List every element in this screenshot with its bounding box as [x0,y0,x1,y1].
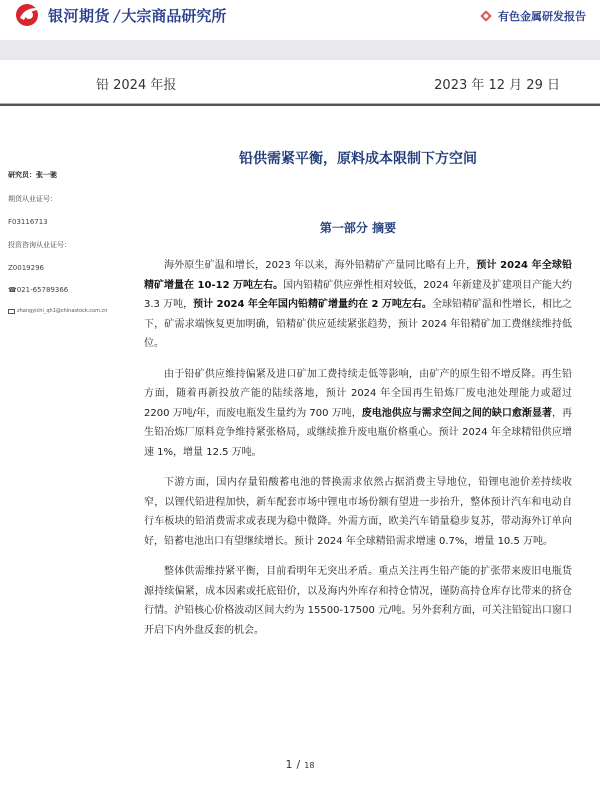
license-number: F03116713 [8,218,48,226]
body-text: 由于铅矿供应维持偏紧及进口矿加工费持续走低等影响，由矿产的原生铅不增反降。再生铅方面，随着再新投放产能的陆续落地，预计 2024 年全国再生铅炼厂废电池处理能力或超过 2200 万吨/年，而废电瓶发生量约为 700 万吨， [144,368,572,419]
report-type-label: 有色金属研发报告 [498,10,586,23]
body-text: 整体供需维持紧平衡，目前看明年无突出矛盾。重点关注再生铅产能的扩张带来废旧电瓶货源持续偏紧，成本因素或托底铅价，以及海内外库存和持仓情况，谨防高持仓库存比带来的挤仓行情。沪铅核心价格波动区间大约为 15500-17500 元/吨。另外套利方面，可关注铅锭出口窗口开启下内外盘反套的机会。 [144,566,572,636]
paragraph [144,473,572,551]
author-sidebar [8,170,128,328]
mail-icon [8,309,15,314]
email[interactable] [8,308,128,314]
page-title: 铅供需紧平衡，原料成本限制下方空间 [239,151,477,167]
consult-number: Z0019296 [8,264,44,272]
body-text: 国内铅精矿供应弹性相对较低，2024 年新建及扩建项目产能大约 3.3 万吨， [144,279,572,310]
researcher-name: 研究员：张一驰 [8,171,57,179]
logo [14,2,226,28]
report-label: 铅 2024 年报 [96,78,177,93]
body-text: 海外原生矿温和增长，2023 年以来，海外铅精矿产量同比略有上升， [164,260,477,271]
emphasis-text: 废电池供应与需求空间之间的缺口愈渐显著 [361,407,552,419]
page-footer [0,758,600,771]
emphasis-text: 预计 2024 年全年国内铅精矿增量约在 2 万吨左右。 [193,299,432,310]
section-title: 第一部分 摘要 [319,221,397,235]
body-text: 下游方面，国内存量铅酸蓄电池的替换需求依然占据消费主导地位，铅锂电池价差持续收窄，以锂代铅进程加快，新车配套市场中锂电市场份额有望进一步抬升，整体预计汽车和电动自行车板块的铅消费需求或表现为稳中微降。外需方面，欧美汽车销量稳步复苏，带动海外订单向好，铅蓄电池出口有望继续增长。预计 2024 年全球精铅需求增速 0.7%，增量 10.5 万吨。 [144,477,572,547]
diamond-icon [480,10,491,21]
body-text: ，再生铅冶炼厂原料竞争维持紧张格局，或继续推升废电瓶价格重心。预计 2024 年全球精铅供应增速 1%，增量 12.5 万吨。 [144,407,572,458]
page-separator: / [296,758,301,771]
institute-name: 大宗商品研究所 [121,6,227,25]
logo-separator: / [114,5,120,25]
header-strip [0,40,600,60]
paragraph [144,256,572,354]
galaxy-logo-icon [14,2,44,28]
license-label: 期货从业证号： [8,195,57,203]
paragraph [144,365,572,463]
paragraph [144,562,572,640]
page-number: 1 [285,758,293,771]
email-address[interactable]: zhangyichi_qh1@chinastock.com.cn [17,308,108,314]
emphasis-text: 预计 2024 年全球铅精矿增量在 10-12 万吨左右。 [144,260,572,291]
report-type [482,8,586,24]
title-bar [0,60,600,104]
company-name: 银河期货 [48,6,111,25]
header-band [0,0,600,40]
divider [0,104,600,106]
report-date: 2023 年 12 月 29 日 [434,78,560,93]
phone-number: ☎021-65789366 [8,286,69,294]
consult-label: 投资咨询从业证号： [8,241,71,249]
summary-body [144,256,572,651]
page-total: 18 [304,761,315,770]
body-text: 全球铅精矿温和性增长，相比之下，矿需求端恢复更加明确，铅精矿供应延续紧张趋势，预计 2024 年铅精矿加工费继续维持低位。 [144,299,572,349]
